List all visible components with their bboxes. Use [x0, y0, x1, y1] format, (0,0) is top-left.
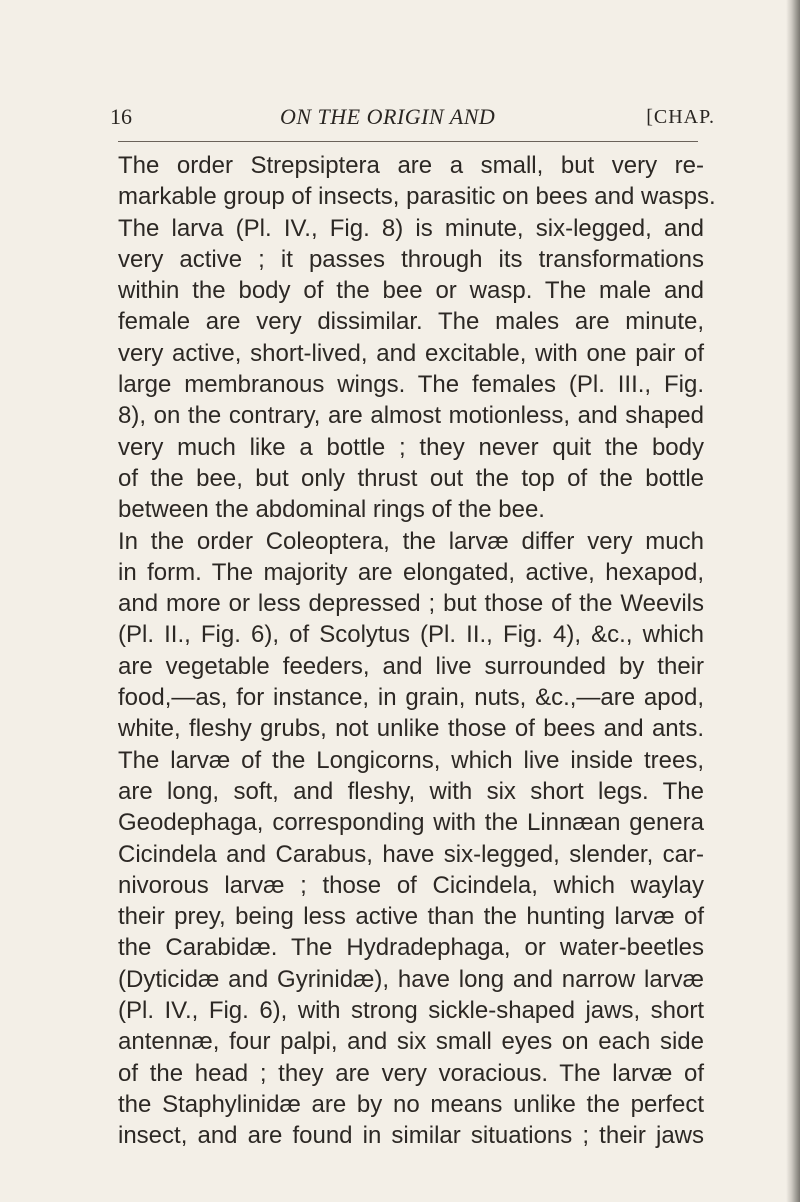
- text-line: markable group of insects, parasitic on bees and wasps.: [118, 183, 716, 211]
- text-line: female are very dissimilar. The males are minute,: [118, 308, 704, 336]
- text-line: (Dyticidæ and Gyrinidæ), have long and narrow larvæ: [118, 965, 704, 993]
- running-head: [100, 104, 715, 140]
- text-line: The order Strepsiptera are a small, but very re-: [118, 152, 704, 179]
- text-line: are long, soft, and fleshy, with six short legs. The: [118, 777, 704, 805]
- text-line: white, fleshy grubs, not unlike those of bees and ants.: [118, 715, 704, 743]
- text-line: in form. The majority are elongated, active, hexapod,: [118, 558, 704, 586]
- text-line: between the abdominal rings of the bee.: [118, 496, 545, 524]
- running-title: ON THE ORIGIN AND: [280, 104, 496, 129]
- text-line: large membranous wings. The females (Pl. III., Fig.: [118, 371, 704, 399]
- text-line: Cicindela and Carabus, have six-legged, slender, car-: [118, 840, 704, 868]
- text-line: very much like a bottle ; they never quit the body: [118, 433, 704, 461]
- header-rule: [118, 141, 698, 142]
- text-line: (Pl. II., Fig. 6), of Scolytus (Pl. II., Fig. 4), &c., which: [118, 621, 704, 649]
- text-line: 8), on the contrary, are almost motionless, and shaped: [118, 402, 704, 430]
- text-line: the Staphylinidæ are by no means unlike the perfect: [118, 1090, 704, 1118]
- text-line: of the bee, but only thrust out the top of the bottle: [118, 464, 704, 492]
- text-line: of the head ; they are very voracious. The larvæ of: [118, 1059, 704, 1087]
- chapter-marker: [CHAP.: [646, 106, 715, 128]
- text-line: antennæ, four palpi, and six small eyes on each side: [118, 1028, 704, 1056]
- text-line: very active, short-lived, and excitable, with one pair of: [118, 339, 704, 367]
- text-line: within the body of the bee or wasp. The male and: [118, 277, 704, 305]
- text-line: are vegetable feeders, and live surrounded by their: [118, 652, 704, 680]
- text-line: The larvæ of the Longicorns, which live inside trees,: [118, 746, 704, 774]
- body-text: [118, 150, 716, 1152]
- text-line: food,—as, for instance, in grain, nuts, &c.,—are apod,: [118, 684, 704, 712]
- text-line: very active ; it passes through its transformations: [118, 245, 704, 273]
- text-line: In the order Coleoptera, the larvæ differ very much: [118, 527, 704, 555]
- text-line: the Carabidæ. The Hydradephaga, or water-beetles: [118, 934, 704, 962]
- page-edge-shadow: [786, 0, 800, 1202]
- page-number: 16: [110, 104, 132, 129]
- text-line: and more or less depressed ; but those of the Weevils: [118, 590, 704, 618]
- text-line: Geodephaga, corresponding with the Linnæan genera: [118, 809, 704, 837]
- text-line: The larva (Pl. IV., Fig. 8) is minute, six-legged, and: [118, 214, 704, 242]
- text-line: nivorous larvæ ; those of Cicindela, which waylay: [118, 871, 704, 899]
- text-line: their prey, being less active than the hunting larvæ of: [118, 903, 704, 931]
- text-line: (Pl. IV., Fig. 6), with strong sickle-shaped jaws, short: [118, 997, 704, 1025]
- text-line: insect, and are found in similar situations ; their jaws: [118, 1122, 704, 1150]
